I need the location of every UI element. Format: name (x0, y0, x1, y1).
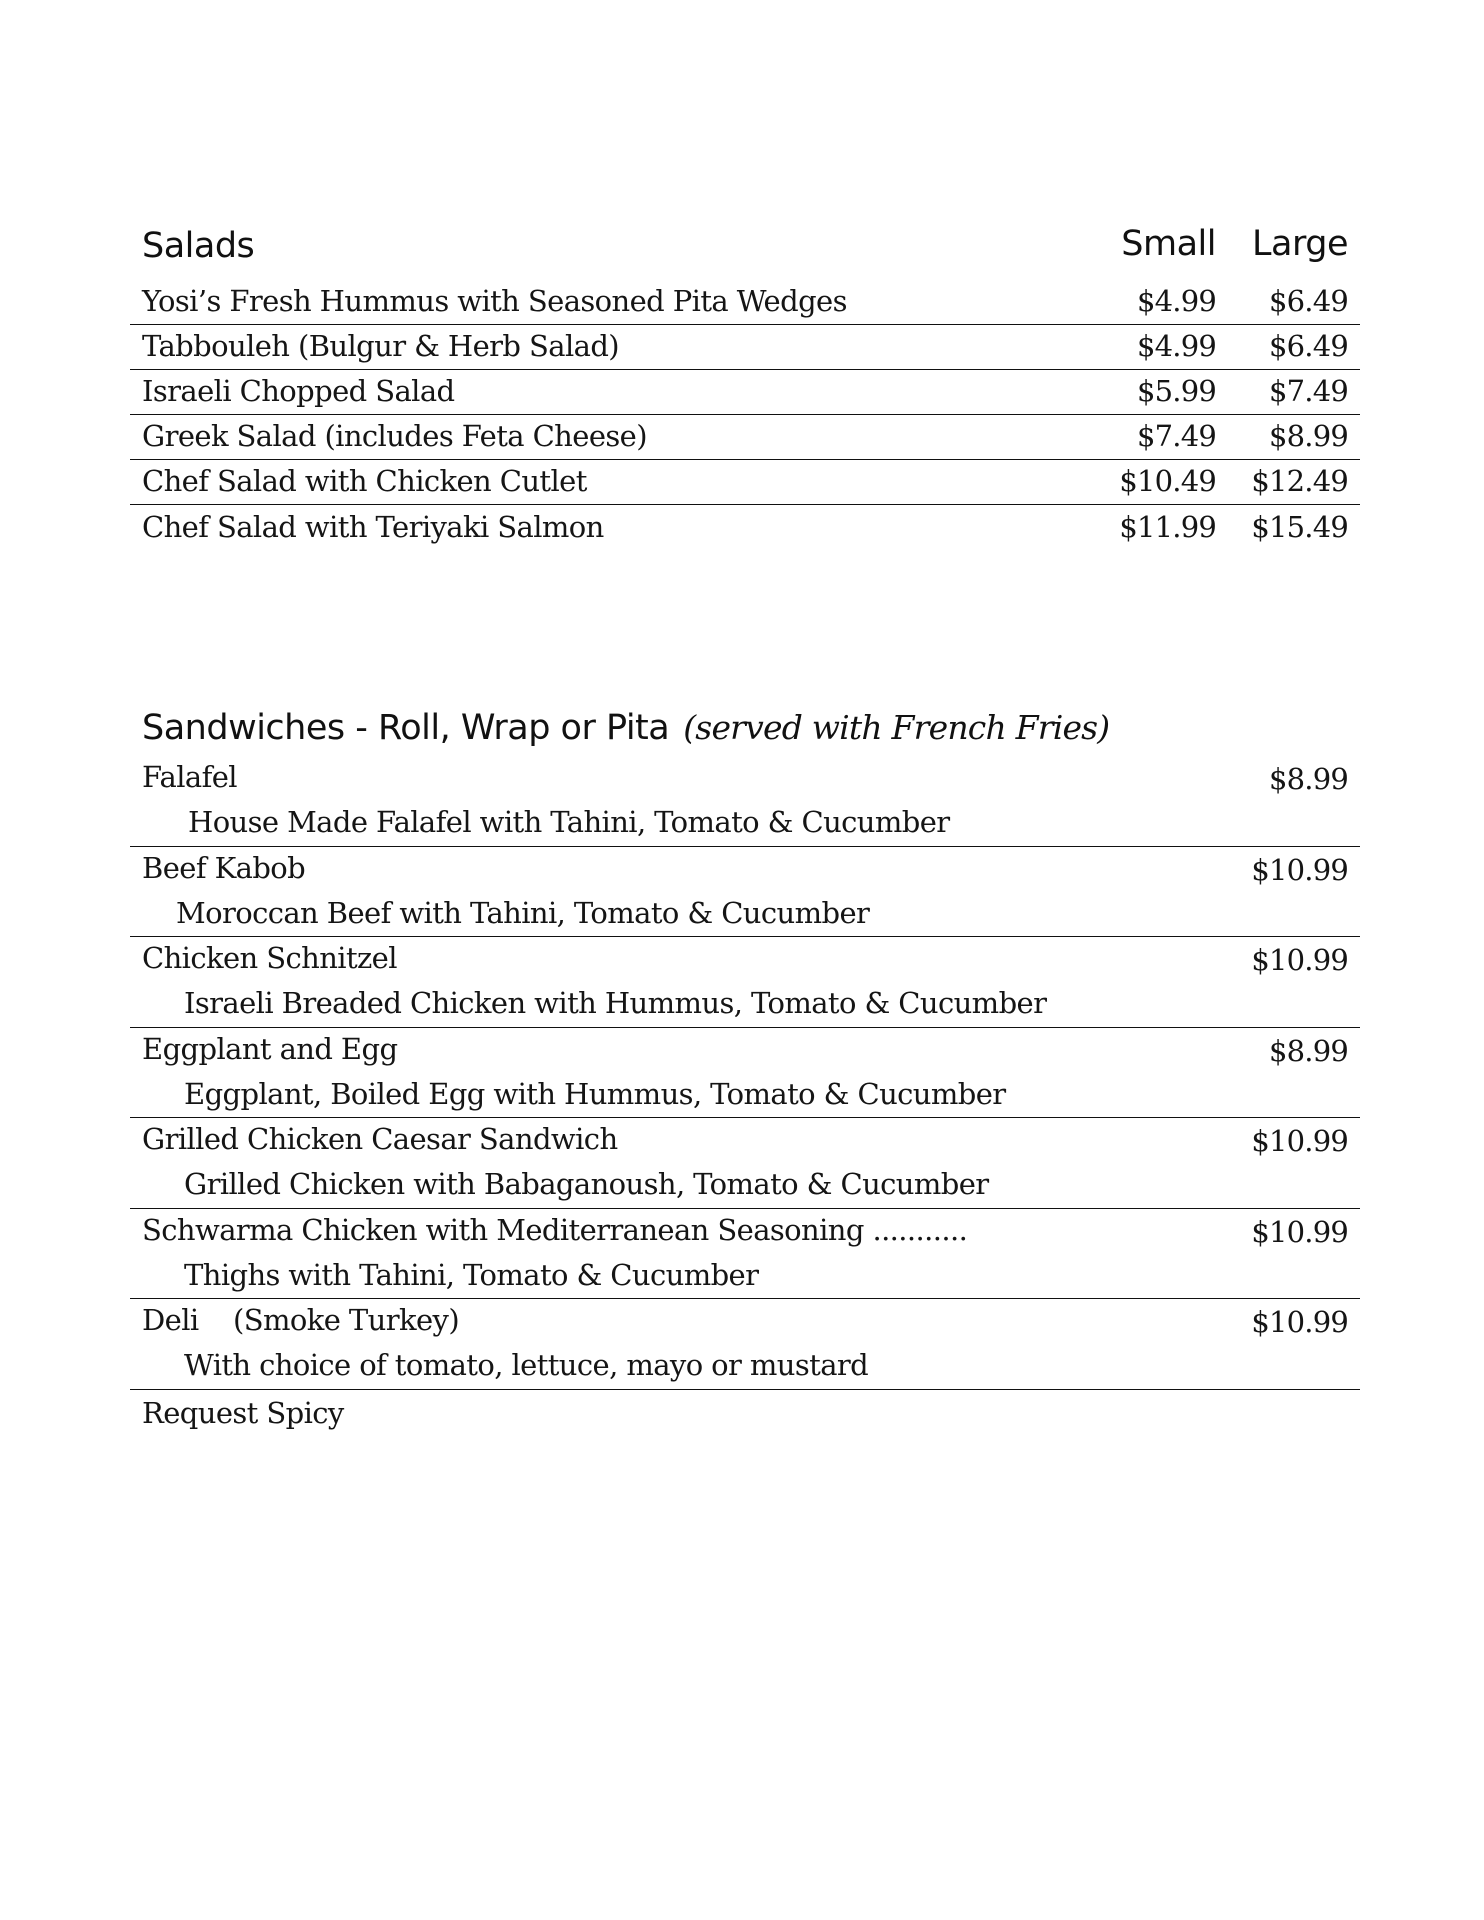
sandwich-row (130, 1209, 1360, 1300)
sandwich-description: Eggplant, Boiled Egg with Hummus, Tomato & Cucumber (184, 1076, 1006, 1111)
sandwich-name: Eggplant and Egg (142, 1031, 398, 1066)
sandwich-price: $10.99 (1251, 943, 1348, 977)
salad-row (130, 505, 1360, 550)
salad-row (130, 280, 1360, 325)
salad-price-large: $12.49 (1251, 464, 1348, 498)
sandwich-name: Beef Kabob (142, 850, 306, 885)
sandwich-name: Falafel (142, 760, 237, 794)
sandwich-price: $8.99 (1268, 762, 1348, 796)
salads-title: Salads (142, 226, 255, 266)
sandwich-description: Grilled Chicken with Babaganoush, Tomato & Cucumber (184, 1167, 989, 1201)
sandwich-name: Deli (Smoke Turkey) (142, 1303, 460, 1337)
sandwich-price: $10.99 (1251, 852, 1348, 887)
sandwich-row (130, 756, 1360, 847)
sandwiches-title-text: Sandwiches - Roll, Wrap or Pita (142, 708, 670, 748)
salad-price-large: $6.49 (1268, 329, 1348, 363)
salad-price-large: $6.49 (1268, 284, 1348, 318)
salad-name: Israeli Chopped Salad (142, 374, 455, 408)
salad-name: Greek Salad (includes Feta Cheese) (142, 419, 647, 453)
salad-name: Tabbouleh (Bulgur & Herb Salad) (142, 329, 620, 363)
sandwich-name: Grilled Chicken Caesar Sandwich (142, 1122, 618, 1156)
large-column-header: Large (1252, 224, 1348, 264)
sandwich-name: Chicken Schnitzel (142, 941, 397, 975)
salad-row (130, 325, 1360, 370)
sandwiches-section (130, 706, 1360, 1438)
sandwich-row (130, 847, 1360, 938)
salad-name: Yosi’s Fresh Hummus with Seasoned Pita Wedges (142, 284, 847, 318)
sandwich-price: $10.99 (1251, 1214, 1348, 1249)
salad-price-small: $4.99 (1136, 329, 1216, 363)
sandwich-description: Thighs with Tahini, Tomato & Cucumber (184, 1257, 759, 1292)
sandwiches-header (130, 706, 1360, 756)
sandwich-price: $8.99 (1268, 1033, 1348, 1068)
sandwich-description: House Made Falafel with Tahini, Tomato & Cucumber (188, 805, 950, 839)
salad-price-large: $15.49 (1251, 510, 1348, 544)
sandwich-description: Moroccan Beef with Tahini, Tomato & Cucumber (176, 895, 870, 930)
sandwich-row (130, 937, 1360, 1028)
sandwich-row (130, 1028, 1360, 1119)
sandwich-description: With choice of tomato, lettuce, mayo or mustard (184, 1348, 869, 1382)
sandwich-price: $10.99 (1251, 1124, 1348, 1158)
salad-name: Chef Salad with Teriyaki Salmon (142, 510, 604, 544)
salad-price-small: $11.99 (1119, 510, 1216, 544)
salad-price-small: $4.99 (1136, 284, 1216, 318)
sandwich-name: Schwarma Chicken with Mediterranean Seasoning ........... (142, 1212, 968, 1247)
sandwich-row (130, 1118, 1360, 1209)
salad-price-large: $7.49 (1268, 374, 1348, 408)
salad-price-small: $10.49 (1119, 464, 1216, 498)
salad-row (130, 415, 1360, 460)
salad-row (130, 370, 1360, 415)
salad-price-small: $5.99 (1136, 374, 1216, 408)
salads-header (130, 220, 1360, 280)
salad-row (130, 460, 1360, 505)
request-spicy-line (130, 1390, 1360, 1438)
sandwiches-note: (served with French Fries) (683, 708, 1110, 747)
salad-price-small: $7.49 (1136, 419, 1216, 453)
small-column-header: Small (1121, 224, 1216, 264)
salads-section (130, 220, 1360, 550)
sandwiches-title (142, 708, 1109, 748)
sandwich-price: $10.99 (1251, 1305, 1348, 1339)
request-spicy-text: Request Spicy (142, 1395, 344, 1430)
salad-name: Chef Salad with Chicken Cutlet (142, 464, 587, 498)
sandwich-description: Israeli Breaded Chicken with Hummus, Tomato & Cucumber (184, 986, 1047, 1020)
salad-price-large: $8.99 (1268, 419, 1348, 453)
sandwich-row (130, 1299, 1360, 1390)
